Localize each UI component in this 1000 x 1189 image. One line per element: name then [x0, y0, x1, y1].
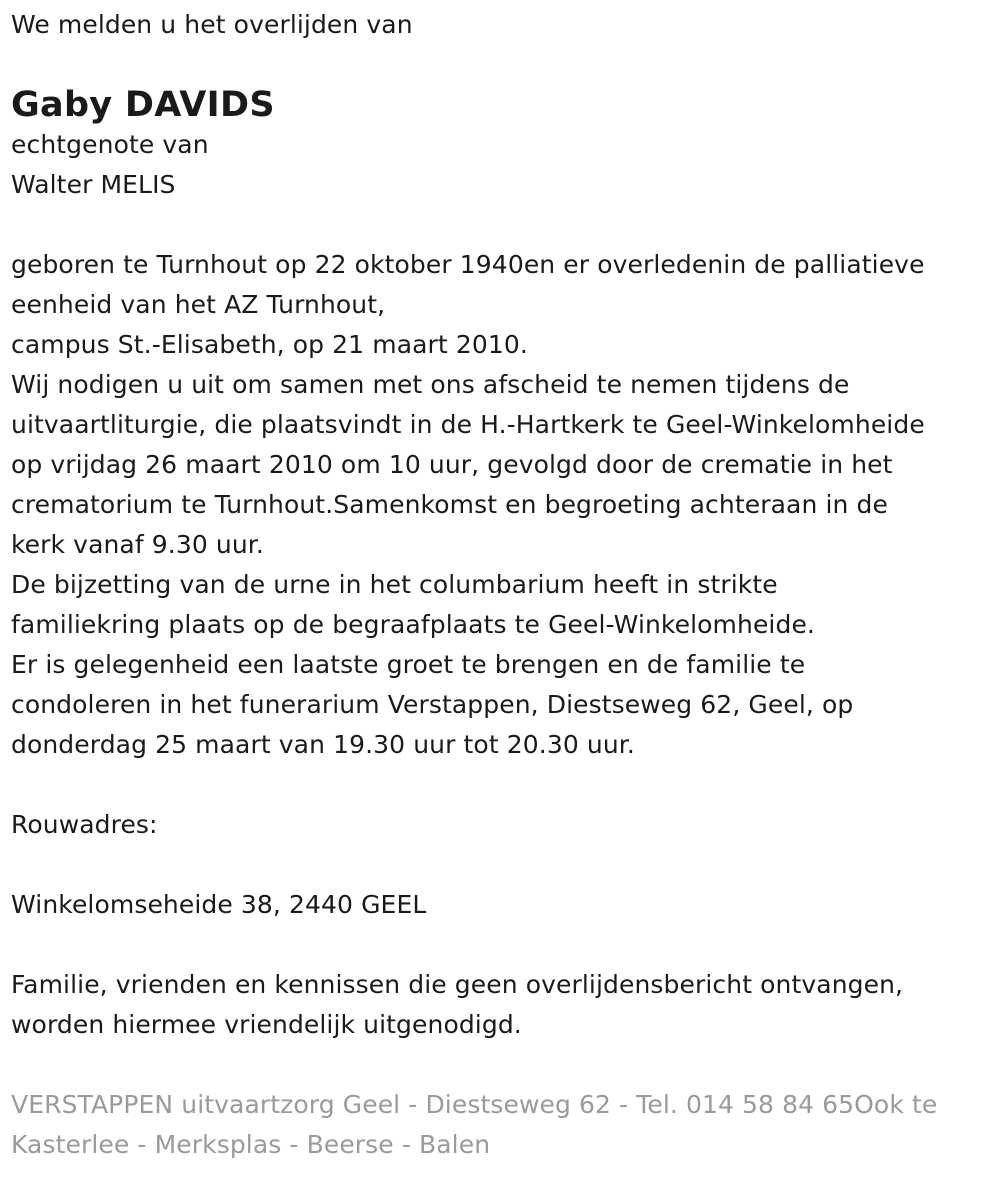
- body-line: crematorium te Turnhout.Samenkomst en begroeting achteraan in de: [11, 490, 888, 519]
- body-line: Wij nodigen u uit om samen met ons afscheid te nemen tijdens de: [11, 370, 850, 399]
- invitation-line: worden hiermee vriendelijk uitgenodigd.: [11, 1010, 522, 1039]
- body-line: campus St.-Elisabeth, op 21 maart 2010.: [11, 330, 528, 359]
- spacer: [11, 205, 986, 245]
- body-line: condoleren in het funerarium Verstappen, Diestseweg 62, Geel, op: [11, 690, 854, 719]
- body-line: uitvaartliturgie, die plaatsvindt in de H.-Hartkerk te Geel-Winkelomheide: [11, 410, 925, 439]
- spacer: [11, 925, 986, 965]
- body-line: Er is gelegenheid een laatste groet te brengen en de familie te: [11, 650, 806, 679]
- body-line: De bijzetting van de urne in het columbarium heeft in strikte: [11, 570, 778, 599]
- body-line: kerk vanaf 9.30 uur.: [11, 530, 264, 559]
- body-line: donderdag 25 maart van 19.30 uur tot 20.30 uur.: [11, 730, 635, 759]
- spouse-name: Walter MELIS: [11, 170, 176, 199]
- footer-line: VERSTAPPEN uitvaartzorg Geel - Diestseweg 62 - Tel. 014 58 84 65Ook te: [11, 1090, 938, 1119]
- spacer: [11, 845, 986, 885]
- invitation-text: [11, 965, 986, 1045]
- body-line: op vrijdag 26 maart 2010 om 10 uur, gevolgd door de crematie in het: [11, 450, 893, 479]
- mourning-address-label: Rouwadres:: [11, 810, 158, 839]
- spacer: [11, 765, 986, 805]
- intro-text: We melden u het overlijden van: [11, 10, 413, 39]
- funeral-home-footer: [11, 1085, 986, 1165]
- body-text: [11, 245, 986, 765]
- mourning-address: Winkelomseheide 38, 2440 GEEL: [11, 890, 427, 919]
- footer-line: Kasterlee - Merksplas - Beerse - Balen: [11, 1130, 491, 1159]
- invitation-line: Familie, vrienden en kennissen die geen overlijdensbericht ontvangen,: [11, 970, 904, 999]
- relation-text: echtgenote van: [11, 130, 209, 159]
- spacer: [11, 1045, 986, 1085]
- body-line: eenheid van het AZ Turnhout,: [11, 290, 386, 319]
- deceased-name: Gaby DAVIDS: [11, 85, 275, 125]
- body-line: familiekring plaats op de begraafplaats te Geel-Winkelomheide.: [11, 610, 815, 639]
- obituary-notice: [11, 5, 986, 1165]
- body-line: geboren te Turnhout op 22 oktober 1940en er overledenin de palliatieve: [11, 250, 925, 279]
